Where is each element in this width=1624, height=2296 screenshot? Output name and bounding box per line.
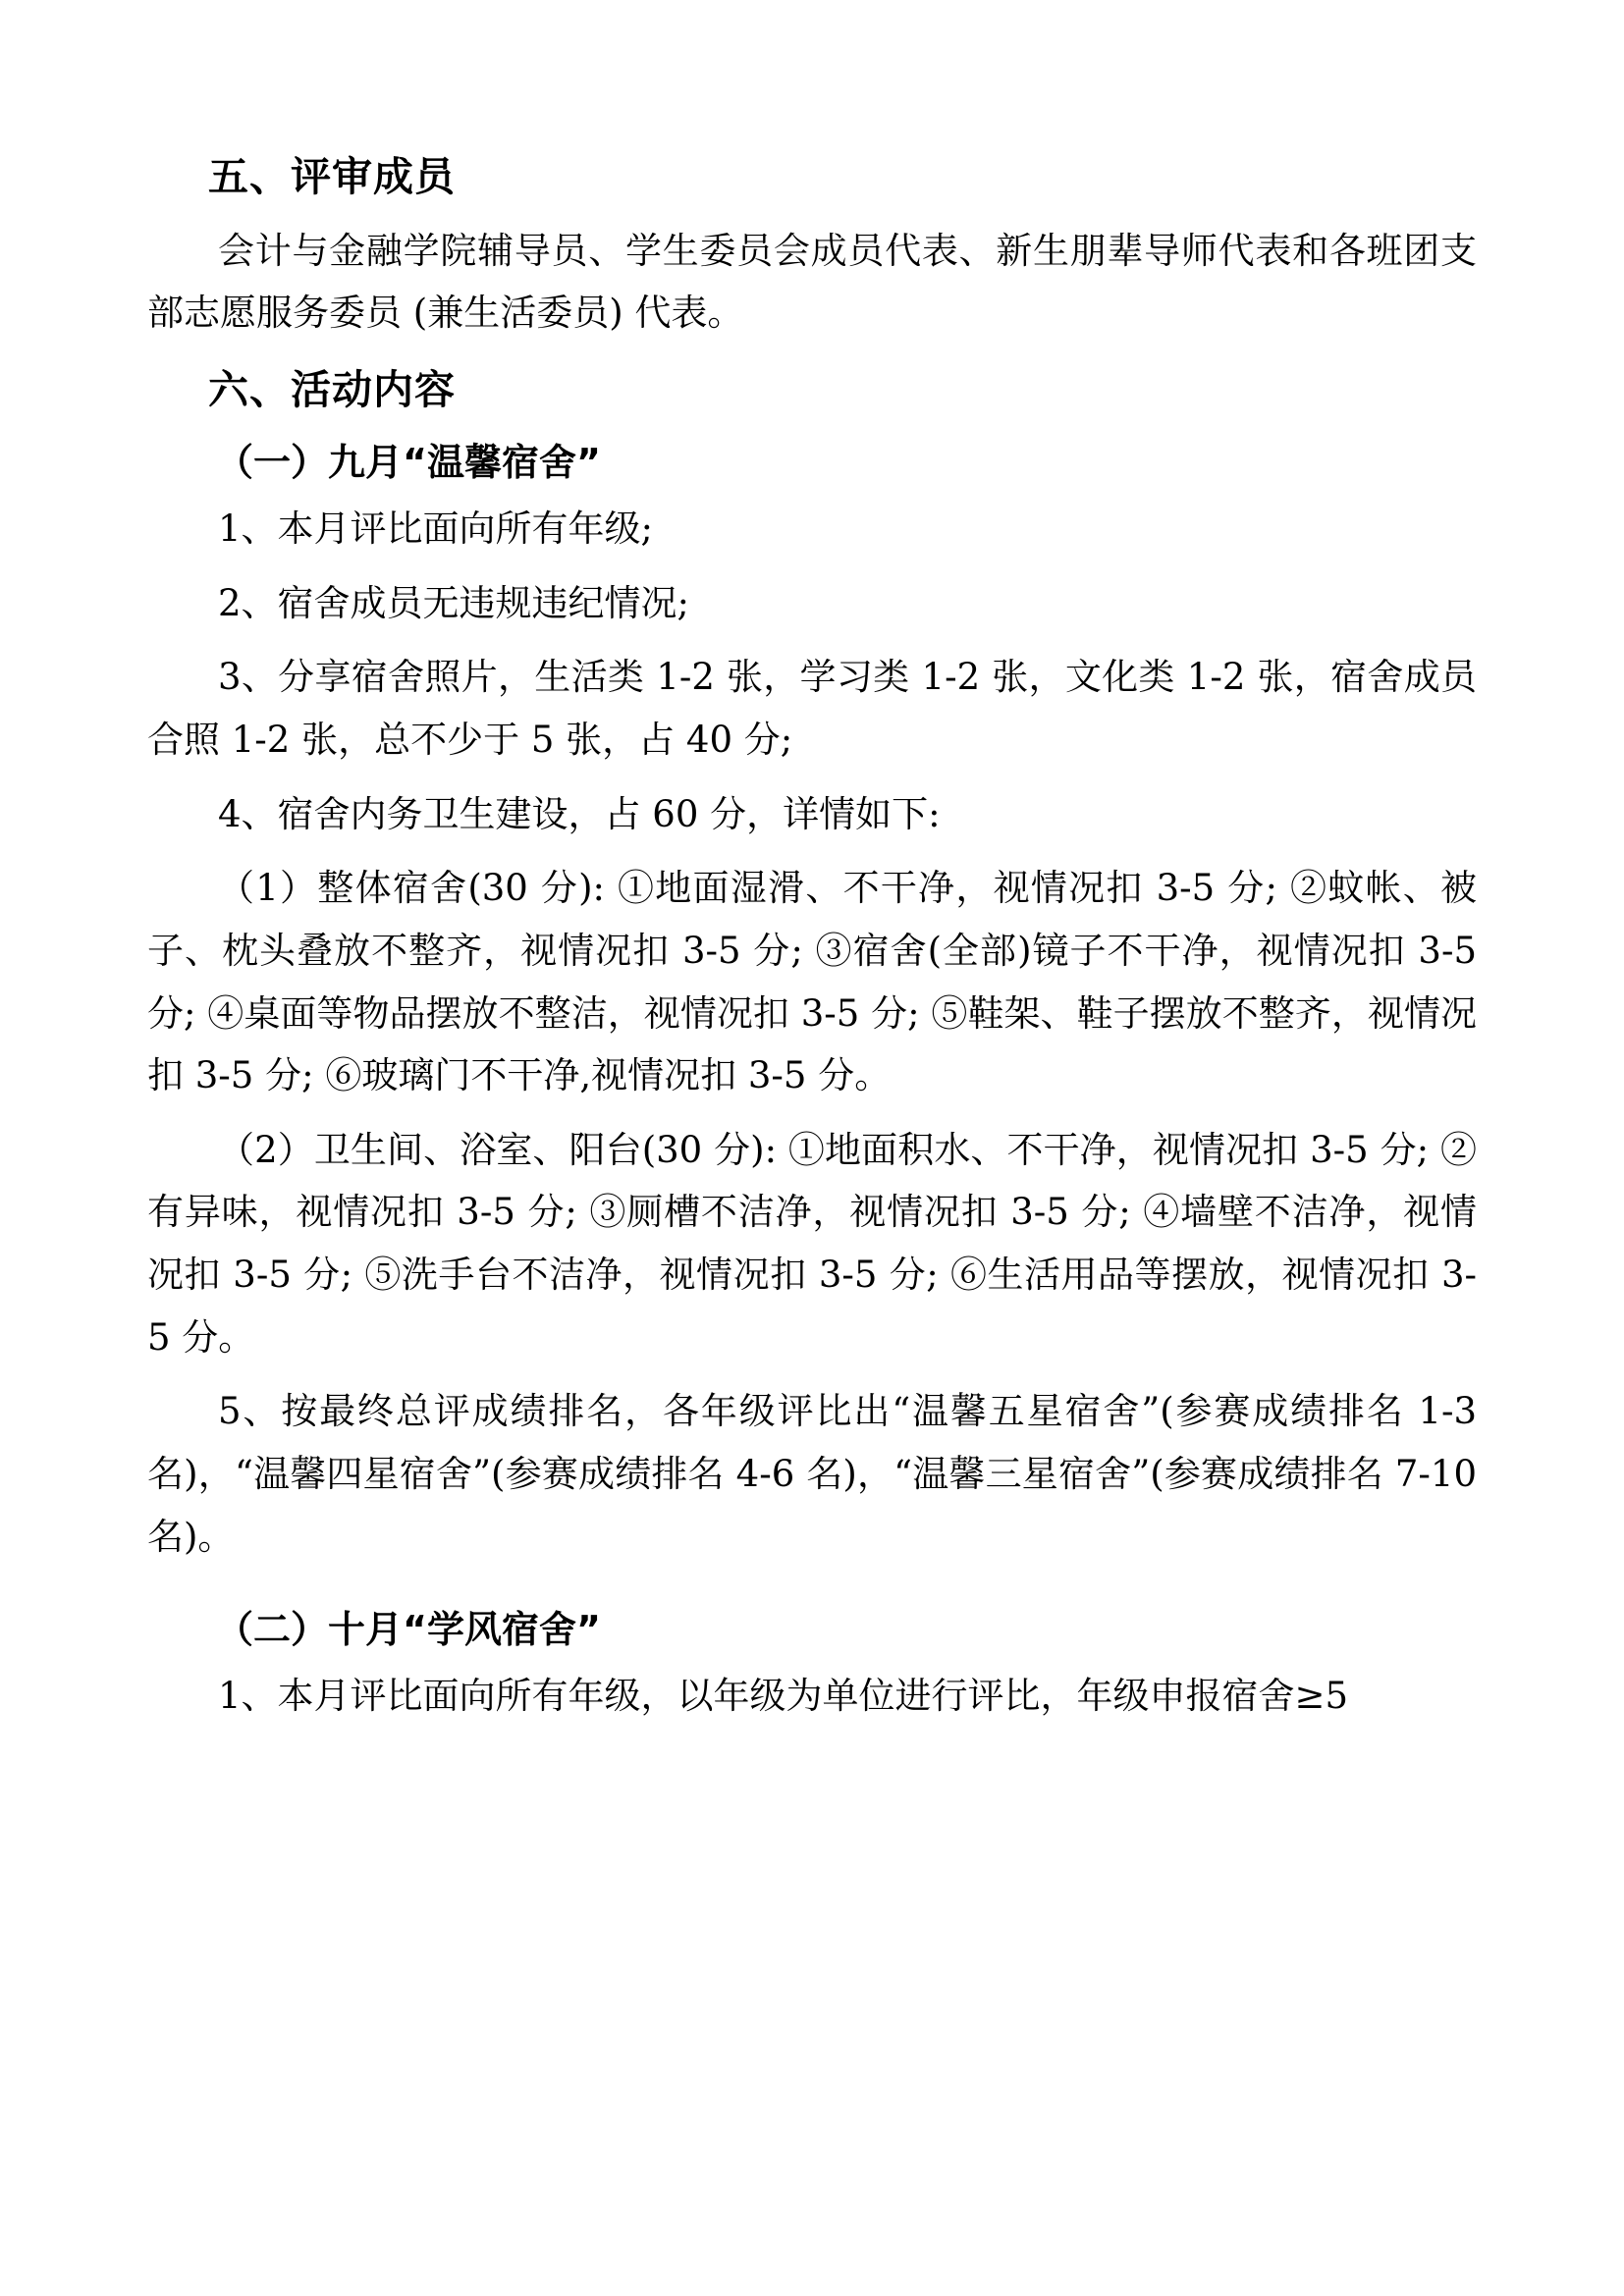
list-item-1-3: 3、分享宿舍照片，生活类 1-2 张，学习类 1-2 张，文化类 1-2 张，宿舍成员合照 1-2 张，总不少于 5 张，占 40 分;	[147, 656, 1477, 762]
list-item-1-2: 2、宿舍成员无违规违纪情况;	[218, 581, 690, 624]
list-item-1-5: 5、按最终总评成绩排名，各年级评比出“温馨五星宿舍”(参赛成绩排名 1-3 名)，“温馨四星宿舍”(参赛成绩排名 4-6 名)，“温馨三星宿舍”(参赛成绩排名 7-10 名)。	[147, 1390, 1477, 1558]
section-heading-six	[147, 360, 1477, 421]
list-item-1-1: 1、本月评比面向所有年级;	[218, 507, 654, 551]
section-heading-five	[147, 147, 1477, 208]
spacer	[147, 1570, 1477, 1587]
subsection-heading-two: （二）十月“学风宿舍”	[216, 1608, 601, 1652]
section-six-number: 六、	[208, 365, 291, 413]
spacer	[147, 636, 1477, 646]
spacer	[147, 1370, 1477, 1380]
reviewers-paragraph: 会计与金融学院辅导员、学生委员会成员代表、新生朋辈导师代表和各班团支部志愿服务委员 (兼生活委员) 代表。	[147, 229, 1477, 335]
section-six-title: 活动内容	[291, 365, 456, 413]
section-five-title: 评审成员	[291, 153, 456, 200]
list-item-2-1: 1、本月评比面向所有年级，以年级为单位进行评比，年级申报宿舍≥5	[218, 1675, 1349, 1718]
spacer	[147, 774, 1477, 783]
spacer	[147, 350, 1477, 360]
list-item-1-4-1: （1）整体宿舍(30 分): ①地面湿滑、不干净，视情况扣 3-5 分; ②蚊帐、被子、枕头叠放不整齐，视情况扣 3-5 分; ③宿舍(全部)镜子不干净，视情况扣 3-5 分; ④桌面等物品摆放不整洁，视情况扣 3-5 分; ⑤鞋架、鞋子摆放不整齐，视情况扣 3-5 分; ⑥玻璃门不干净,视情况扣 3-5 分。	[147, 867, 1477, 1097]
subsection-heading-one: （一）九月“温馨宿舍”	[216, 441, 601, 485]
list-item-1-4-2: （2）卫生间、浴室、阳台(30 分): ①地面积水、不干净，视情况扣 3-5 分; ②有异味，视情况扣 3-5 分; ③厕槽不洁净，视情况扣 3-5 分; ④墙壁不洁净，视情况扣 3-5 分; ⑤洗手台不洁净，视情况扣 3-5 分; ⑥生活用品等摆放，视情况扣 3-5 分。	[147, 1128, 1477, 1359]
spacer	[147, 847, 1477, 857]
section-five-number: 五、	[208, 153, 291, 200]
spacer	[147, 562, 1477, 572]
list-item-1-4: 4、宿舍内务卫生建设，占 60 分，详情如下:	[218, 792, 941, 835]
spacer	[147, 1109, 1477, 1119]
document-body	[147, 147, 1477, 1728]
